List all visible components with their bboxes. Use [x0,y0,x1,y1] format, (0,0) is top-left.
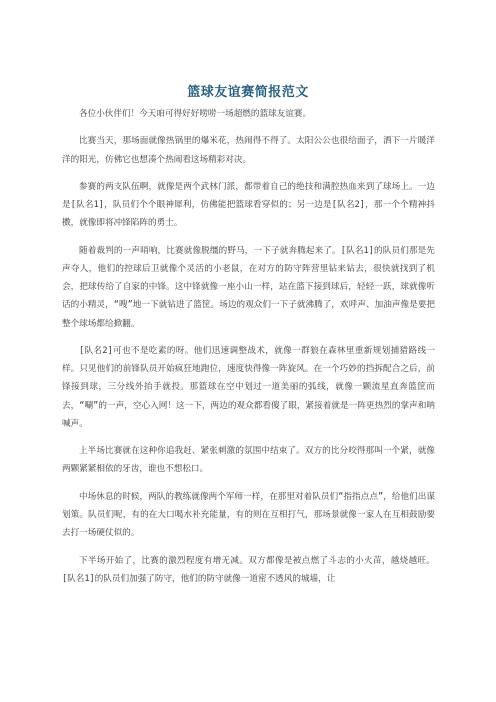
paragraph: 比赛当天，那场面就像热锅里的爆米花，热闹得不得了。太阳公公也很给面子，洒下一片暖洋洋的阳光，仿佛它也想凑个热闹看这场精彩对决。 [62,136,435,165]
paragraph: 各位小伙伴们！今天咱可得好好唠唠一场超燃的篮球友谊赛。 [79,109,312,119]
paragraph: 中场休息的时候，两队的教练就像两个军师一样，在那里对着队员们“指指点点”，给他们出谋划策。队员们呢，有的在大口喝水补充能量，有的则在互相打气，那场景就像一家人在互相鼓励要去打一场硬仗似的。 [62,491,435,539]
paragraph: 随着裁判的一声哨响，比赛就像脱缰的野马，一下子就奔腾起来了。[队名1]的队员们那是先声夺人，他们的控球后卫就像个灵活的小老鼠，在对方的防守阵营里钻来钻去，很快就找到了机会，把球传给了自家的中锋。这中锋就像一座小山一样，站在篮下接到球后，轻轻一跃，球就像听话的小精灵，“嗖”地一下就钻进了篮筐。场边的观众们一下子就沸腾了，欢呼声、加油声像是要把整个球场都给掀翻。 [62,245,435,329]
paragraph: [队名2]可也不是吃素的呀。他们迅速调整战术，就像一群狼在森林里重新规划捕猎路线一样。只见他们的前锋队员开始疯狂地跑位，速度快得像一阵旋风。在一个巧妙的挡拆配合之后，前锋接到球，三分线外抬手就投。那篮球在空中划过一道美丽的弧线，就像一颗流星直奔篮筐而去，“唰”的一声，空心入网！这一下，两边的观众都看傻了眼，紧接着就是一阵更热烈的掌声和呐喊声。 [62,345,435,429]
document-title: 篮球友谊赛简报范文 [187,85,309,100]
paragraph: 参赛的两支队伍啊，就像是两个武林门派，都带着自己的绝技和满腔热血来到了球场上。一边是[队名1]，队员们个个眼神犀利，仿佛能把篮球看穿似的；另一边是[队名2]，那一个个精神抖擞，就像即将冲锋陷阵的勇士。 [62,181,435,229]
paragraph: 上半场比赛就在这种你追我赶、紧张刺激的氛围中结束了。双方的比分咬得那叫一个紧，就像两颗紧紧相依的牙齿，谁也不想松口。 [62,446,435,475]
document-body [62,105,435,597]
paragraph: 下半场开始了，比赛的激烈程度有增无减。双方都像是被点燃了斗志的小火苗，越烧越旺。[队名1]的队员们加强了防守，他们的防守就像一道密不透风的城墙，让 [62,555,435,584]
